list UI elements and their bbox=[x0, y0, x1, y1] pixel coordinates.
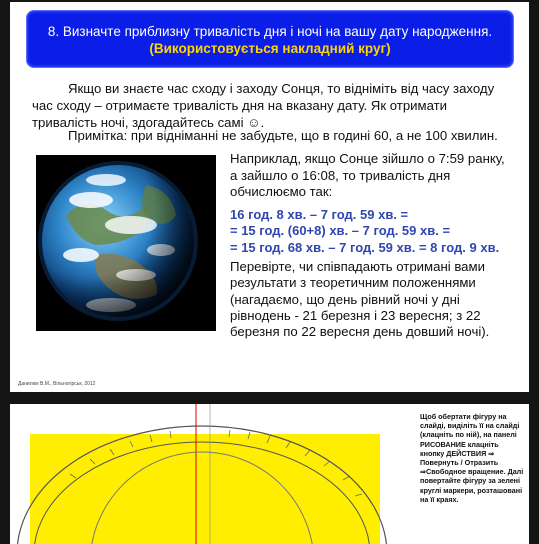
title-banner bbox=[26, 10, 514, 68]
title-line-2: (Використовується накладний круг) bbox=[149, 41, 391, 56]
example-text bbox=[230, 151, 520, 201]
example-line-2: а зайшло о 16:08, то тривалість дня bbox=[230, 167, 451, 183]
earth-globe-illustration bbox=[36, 155, 216, 331]
note-text: Примітка: при відніманні не забудьте, що в годині 60, а не 100 хвилин. bbox=[68, 128, 498, 143]
yellow-overlay[interactable] bbox=[30, 434, 380, 544]
calc-line-2: = 15 год. (60+8) хв. – 7 год. 59 хв. = bbox=[230, 223, 451, 239]
example-line-1: Наприклад, якщо Сонце зійшло о 7:59 ранку, bbox=[230, 151, 505, 166]
title-line-1: 8. Визначте приблизну тривалість дня і ночі на вашу дату народження. bbox=[47, 24, 493, 39]
calc-line-3: = 15 год. 68 хв. – 7 год. 59 хв. = 8 год. 9 хв. bbox=[230, 239, 500, 255]
intro-paragraph bbox=[32, 80, 510, 131]
check-line-1: Перевірте, чи співпадають отримані вами bbox=[230, 259, 485, 274]
intro-text: Якщо ви знаєте час сходу і заходу Сонця, то відніміть від часу заходу час сходу – отримаєте тривалість дня на вказану дату. Як отримати тривалість ночі, здогадайтесь самі ☺. bbox=[32, 81, 495, 130]
author-footer: Данилюк В.М., Вільногірськ, 2012 bbox=[18, 381, 96, 387]
check-line-3: (нагадаємо, що день рівний ночі у дні bbox=[230, 291, 460, 307]
check-line-5: березня по 22 вересня день довший ночі). bbox=[230, 324, 490, 340]
earth-image bbox=[36, 155, 216, 331]
calc-line-1: 16 год. 8 хв. – 7 год. 59 хв. = bbox=[230, 207, 409, 222]
slide-1 bbox=[10, 2, 529, 392]
check-line-4: рівнодень - 21 березня і 23 вересня; з 22 bbox=[230, 307, 481, 323]
check-paragraph bbox=[230, 259, 522, 340]
calculation-block bbox=[230, 207, 522, 256]
slide-2 bbox=[10, 404, 529, 544]
check-line-2: результати з теоретичним положеннями bbox=[230, 275, 476, 291]
rotation-help-text: Щоб обертати фігуру на слайді, виділіть її на слайді (клацніть по ній), на панелі РИСОВАНИЕ клацніть кнопку ДЕЙСТВИЯ ⇒ Повернуть / Отразить ⇒Свободное вращение. Далі повертайте фігуру за зелені круглі маркери, розташовані на її краях. bbox=[420, 412, 524, 504]
example-line-3: обчислюємо так: bbox=[230, 184, 333, 199]
